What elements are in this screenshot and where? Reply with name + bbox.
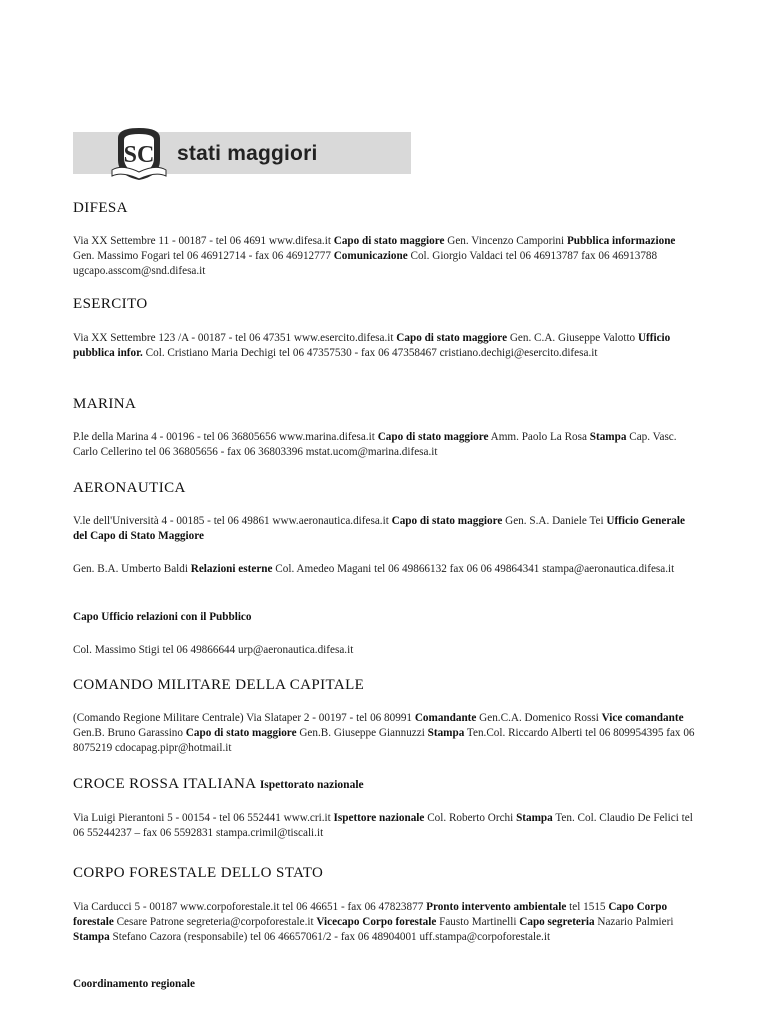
section-title-esercito: ESERCITO bbox=[73, 296, 148, 312]
section-body-comando: (Comando Regione Militare Centrale) Via Slataper 2 - 00197 - tel 06 80991 Comandante Gen.C.A. Domenico Rossi Vice comandante Gen.B. Bruno Garassino Capo di stato maggiore Gen.B. Giuseppe Giannuzzi Stampa Ten.Col. Riccardo Alberti tel 06 809954395 fax 06 8075219 cdocapag.pipr@hotmail.it bbox=[73, 712, 695, 754]
section-body-aeronautica-3: Col. Massimo Stigi tel 06 49866644 urp@aeronautica.difesa.it bbox=[73, 644, 354, 656]
svg-text:SC: SC bbox=[123, 142, 155, 168]
section-title-marina: MARINA bbox=[73, 396, 137, 412]
section-title-croce-rossa: CROCE ROSSA ITALIANA Ispettorato nazionale bbox=[73, 776, 364, 792]
sc-logo-icon bbox=[110, 124, 168, 182]
section-body-difesa: Via XX Settembre 11 - 00187 - tel 06 4691 www.difesa.it Capo di stato maggiore Gen. Vincenzo Camporini Pubblica informazione Gen. Massimo Fogari tel 06 46912714 - fax 06 46912777 Comunicazione Col. Giorgio Valdaci tel 06 46913787 fax 06 46913788 ugcapo.asscom@snd.difesa.it bbox=[73, 235, 676, 277]
section-title-comando: COMANDO MILITARE DELLA CAPITALE bbox=[73, 677, 365, 693]
section-body-esercito: Via XX Settembre 123 /A - 00187 - tel 06 47351 www.esercito.difesa.it Capo di stato maggiore Gen. C.A. Giuseppe Valotto Ufficio pubblica infor. Col. Cristiano Maria Dechigi tel 06 47357530 - fax 06 47358467 cristiano.dechigi@esercito.difesa.it bbox=[73, 332, 671, 359]
section-title-forestale: CORPO FORESTALE DELLO STATO bbox=[73, 865, 324, 881]
section-body-marina: P.le della Marina 4 - 00196 - tel 06 36805656 www.marina.difesa.it Capo di stato maggiore Amm. Paolo La Rosa Stampa Cap. Vasc. Carlo Cellerino tel 06 36805656 - fax 06 36803396 mstat.ucom@marina.difesa.it bbox=[73, 431, 677, 458]
section-body-aeronautica: V.le dell'Università 4 - 00185 - tel 06 49861 www.aeronautica.difesa.it Capo di stato maggiore Gen. S.A. Daniele Tei Ufficio Generale del Capo di Stato Maggiore bbox=[73, 515, 685, 542]
subsection-label-urp: Capo Ufficio relazioni con il Pubblico bbox=[73, 611, 252, 623]
section-title-difesa: DIFESA bbox=[73, 200, 128, 216]
section-title-aeronautica: AERONAUTICA bbox=[73, 480, 186, 496]
subsection-label-coordinamento: Coordinamento regionale bbox=[73, 978, 195, 990]
section-body-forestale: Via Carducci 5 - 00187 www.corpoforestale.it tel 06 46651 - fax 06 47823877 Pronto intervento ambientale tel 1515 Capo Corpo forestale Cesare Patrone segreteria@corpoforestale.it Vicecapo Corpo forestale Fausto Martinelli Capo segreteria Nazario Palmieri Stampa Stefano Cazora (responsabile) tel 06 46657061/2 - fax 06 48904001 uff.stampa@corpoforestale.it bbox=[73, 901, 674, 943]
banner-title: stati maggiori bbox=[177, 142, 318, 165]
section-body-croce-rossa: Via Luigi Pierantoni 5 - 00154 - tel 06 552441 www.cri.it Ispettore nazionale Col. Roberto Orchi Stampa Ten. Col. Claudio De Felici tel 06 55244237 – fax 06 5592831 stampa.crimil@tiscali.it bbox=[73, 812, 693, 839]
header-banner bbox=[73, 132, 411, 174]
section-body-aeronautica-2: Gen. B.A. Umberto Baldi Relazioni esterne Col. Amedeo Magani tel 06 49866132 fax 06 06 49864341 stampa@aeronautica.difesa.it bbox=[73, 563, 675, 575]
